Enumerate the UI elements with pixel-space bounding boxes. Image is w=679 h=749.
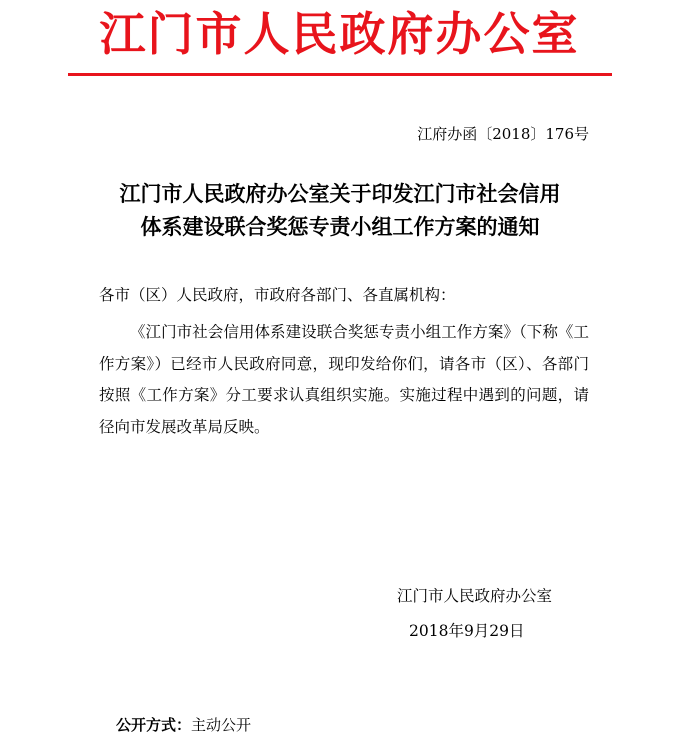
- issue-date: 2018年9月29日: [409, 622, 525, 640]
- document-title: [70, 177, 610, 243]
- document-number: 江府办函〔2018〕176号: [417, 125, 589, 143]
- body-paragraph: 《江门市社会信用体系建设联合奖惩专责小组工作方案》（下称《工作方案》）已经市人民政府同意，现印发给你们，请各市（区）、各部门按照《工作方案》分工要求认真组织实施。实施过程中遇到的问题，请径向市发展改革局反映。: [99, 323, 589, 436]
- title-line-1: 江门市人民政府办公室关于印发江门市社会信用: [119, 181, 561, 206]
- issuing-office: 江门市人民政府办公室: [397, 587, 553, 605]
- title-line-2: 体系建设联合奖惩专责小组工作方案的通知: [140, 214, 540, 239]
- masthead-title: 江门市人民政府办公室: [99, 7, 580, 61]
- addressee: 各市（区）人民政府，市政府各部门、各直属机构：: [99, 286, 456, 304]
- masthead-red-rule: [68, 73, 612, 76]
- disclosure-value: 主动公开: [191, 716, 252, 734]
- disclosure-label: 公开方式：: [116, 716, 192, 734]
- disclosure-line: [116, 714, 251, 736]
